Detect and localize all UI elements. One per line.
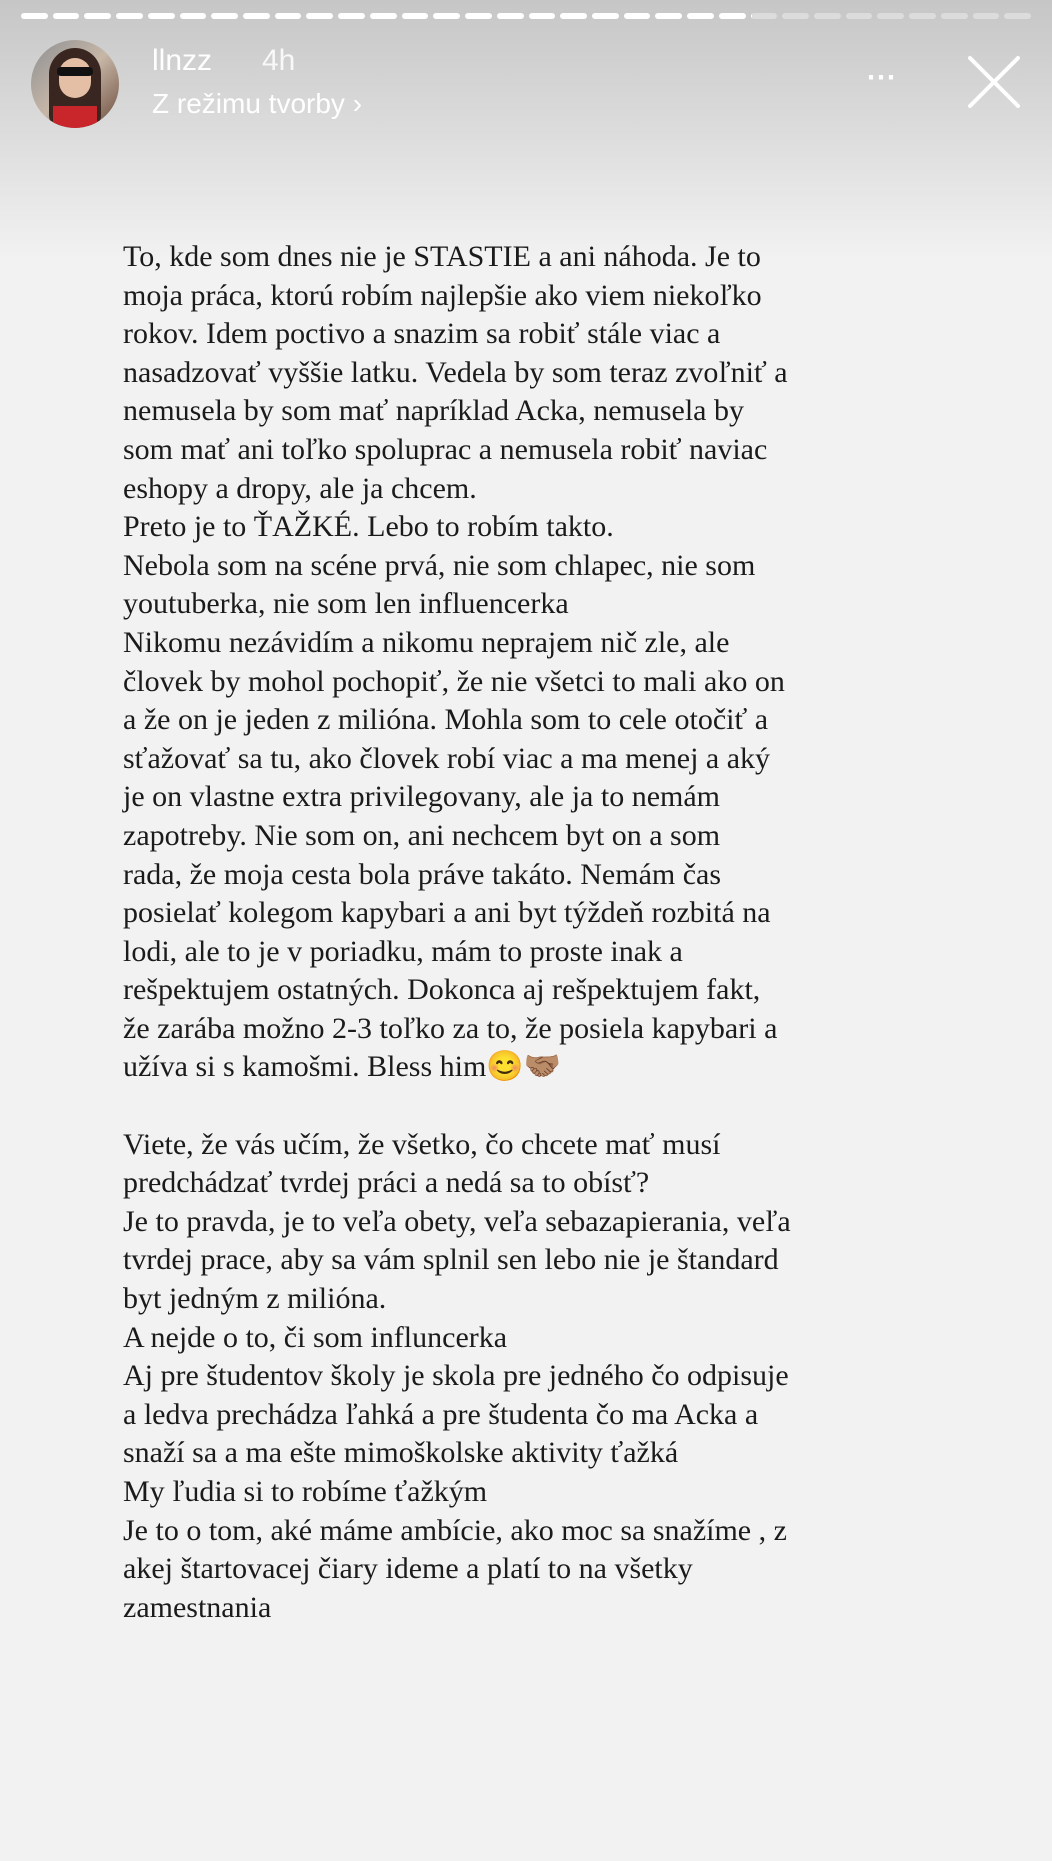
text-line: je on vlastne extra privilegovany, ale ja to nemám <box>123 780 721 814</box>
text-line: To, kde som dnes nie je STASTIE a ani náhoda. Je to <box>123 240 761 273</box>
progress-segment <box>560 13 587 19</box>
progress-segment <box>529 13 556 19</box>
progress-segment <box>53 13 80 19</box>
text-line: rada, že moja cesta bola práve takáto. Nemám čas <box>123 857 722 891</box>
progress-segment <box>655 13 682 19</box>
progress-fill <box>275 13 302 19</box>
progress-segment <box>243 13 270 19</box>
progress-fill <box>180 13 207 19</box>
text-line: moja práca, ktorú robím najlepšie ako viem niekoľko <box>123 278 762 312</box>
progress-fill <box>402 13 429 19</box>
text-line: snaží sa a ma ešte mimoškolske aktivity ťažká <box>123 1436 679 1470</box>
text-line: posielať kolegom kapybari a ani byt týždeň rozbitá na <box>123 896 771 930</box>
progress-fill <box>433 13 460 19</box>
progress-fill <box>211 13 238 19</box>
text-line: a ledva prechádza ľahká a pre študenta čo ma Acka a <box>123 1397 759 1431</box>
progress-segment <box>116 13 143 19</box>
text-line: som mať ani toľko spoluprac a nemusela robiť naviac <box>123 432 768 466</box>
progress-segment <box>687 13 714 19</box>
progress-fill <box>687 13 714 19</box>
progress-fill <box>84 13 111 19</box>
avatar-shirt <box>53 106 97 128</box>
text-line: Nebola som na scéne prvá, nie som chlapec, nie som <box>123 548 756 582</box>
progress-fill <box>53 13 80 19</box>
text-line: nemusela by som mať napríklad Acka, nemusela by <box>123 394 744 428</box>
progress-fill <box>719 13 746 19</box>
text-line: užíva si s kamošmi. Bless him😊🤝🏽 <box>123 1050 562 1084</box>
progress-fill <box>624 13 651 19</box>
text-line: byt jedným z milióna. <box>123 1282 387 1316</box>
text-line: že zarába možno 2-3 toľko za to, že posiela kapybari a <box>123 1011 778 1045</box>
text-line: akej štartovacej čiary ideme a platí to na všetky <box>123 1552 693 1586</box>
progress-segment <box>84 13 111 19</box>
text-line: Aj pre študentov školy je skola pre jedného čo odpisuje <box>123 1359 789 1393</box>
creator-mode-link[interactable]: Z režimu tvorby › <box>152 88 363 119</box>
progress-fill <box>655 13 682 19</box>
post-time: 4h <box>262 44 296 77</box>
progress-fill <box>497 13 524 19</box>
text-line: rokov. Idem poctivo a snazim sa robiť stále viac a <box>123 317 721 351</box>
progress-fill <box>560 13 587 19</box>
progress-segment <box>624 13 651 19</box>
avatar-face <box>59 58 91 98</box>
progress-segment <box>592 13 619 19</box>
text-line: lodi, ale to je v poriadku, mám to proste inak a <box>123 934 683 968</box>
username[interactable]: llnzz <box>152 44 213 77</box>
progress-segment <box>941 13 968 19</box>
text-line: Je to pravda, je to veľa obety, veľa sebazapierania, veľa <box>123 1204 791 1238</box>
progress-segment <box>846 13 873 19</box>
more-options-icon[interactable]: ⋯ <box>866 61 898 94</box>
text-line: youtuberka, nie som len influencerka <box>123 587 569 621</box>
progress-fill <box>21 13 48 19</box>
text-line: a že on je jeden z milióna. Mohla som to cele otočiť a <box>123 703 769 737</box>
story-progress-bar <box>21 13 1031 21</box>
text-line: rešpektujem ostatných. Dokonca aj rešpektujem fakt, <box>123 973 761 1007</box>
progress-segment <box>497 13 524 19</box>
progress-fill <box>243 13 270 19</box>
progress-fill <box>116 13 143 19</box>
progress-fill <box>306 13 333 19</box>
progress-segment <box>306 13 333 19</box>
progress-segment <box>814 13 841 19</box>
progress-fill <box>751 13 752 19</box>
progress-segment <box>877 13 904 19</box>
text-line: Je to o tom, aké máme ambície, ako moc sa snažíme , z <box>123 1513 787 1547</box>
progress-fill <box>370 13 397 19</box>
progress-fill <box>529 13 556 19</box>
text-line: Preto je to ŤAŽKÉ. Lebo to robím takto. <box>123 510 614 544</box>
progress-fill <box>338 13 365 19</box>
text-line: zapotreby. Nie som on, ani nechcem byt on a som <box>123 818 721 852</box>
progress-segment <box>148 13 175 19</box>
header-gradient <box>0 0 1052 260</box>
text-line: zamestnania <box>123 1590 272 1624</box>
progress-segment <box>973 13 1000 19</box>
progress-segment <box>211 13 238 19</box>
text-line: tvrdej prace, aby sa vám splnil sen lebo nie je štandard <box>123 1243 779 1277</box>
text-line: Viete, že vás učím, že všetko, čo chcete mať musí <box>123 1127 721 1161</box>
text-line <box>123 1087 943 1126</box>
progress-segment <box>909 13 936 19</box>
progress-fill <box>465 13 492 19</box>
progress-segment <box>402 13 429 19</box>
text-line: eshopy a dropy, ale ja chcem. <box>123 471 477 505</box>
avatar-sunglasses <box>57 67 93 76</box>
close-icon[interactable] <box>966 54 1022 110</box>
progress-segment <box>719 13 746 19</box>
progress-segment <box>465 13 492 19</box>
progress-segment <box>338 13 365 19</box>
progress-segment <box>275 13 302 19</box>
text-line: My ľudia si to robíme ťažkým <box>123 1475 488 1508</box>
text-line: nasadzovať vyššie latku. Vedela by som teraz zvoľniť a <box>123 355 788 389</box>
progress-fill <box>148 13 175 19</box>
progress-fill <box>592 13 619 19</box>
progress-segment <box>1004 13 1031 19</box>
text-line: A nejde o to, či som influncerka <box>123 1320 508 1354</box>
progress-segment <box>21 13 48 19</box>
progress-segment <box>433 13 460 19</box>
text-line: sťažovať sa tu, ako človek robí viac a ma menej a aký <box>123 741 771 775</box>
progress-segment <box>782 13 809 19</box>
text-line: človek by mohol pochopiť, že nie všetci to mali ako on <box>123 664 785 698</box>
progress-segment <box>180 13 207 19</box>
text-line: predchádzať tvrdej práci a nedá sa to obísť? <box>123 1166 650 1200</box>
progress-segment <box>751 13 778 19</box>
text-line: Nikomu nezávidím a nikomu neprajem nič zle, ale <box>123 625 730 659</box>
avatar[interactable] <box>31 40 119 128</box>
story-text <box>123 238 943 1627</box>
progress-segment <box>370 13 397 19</box>
